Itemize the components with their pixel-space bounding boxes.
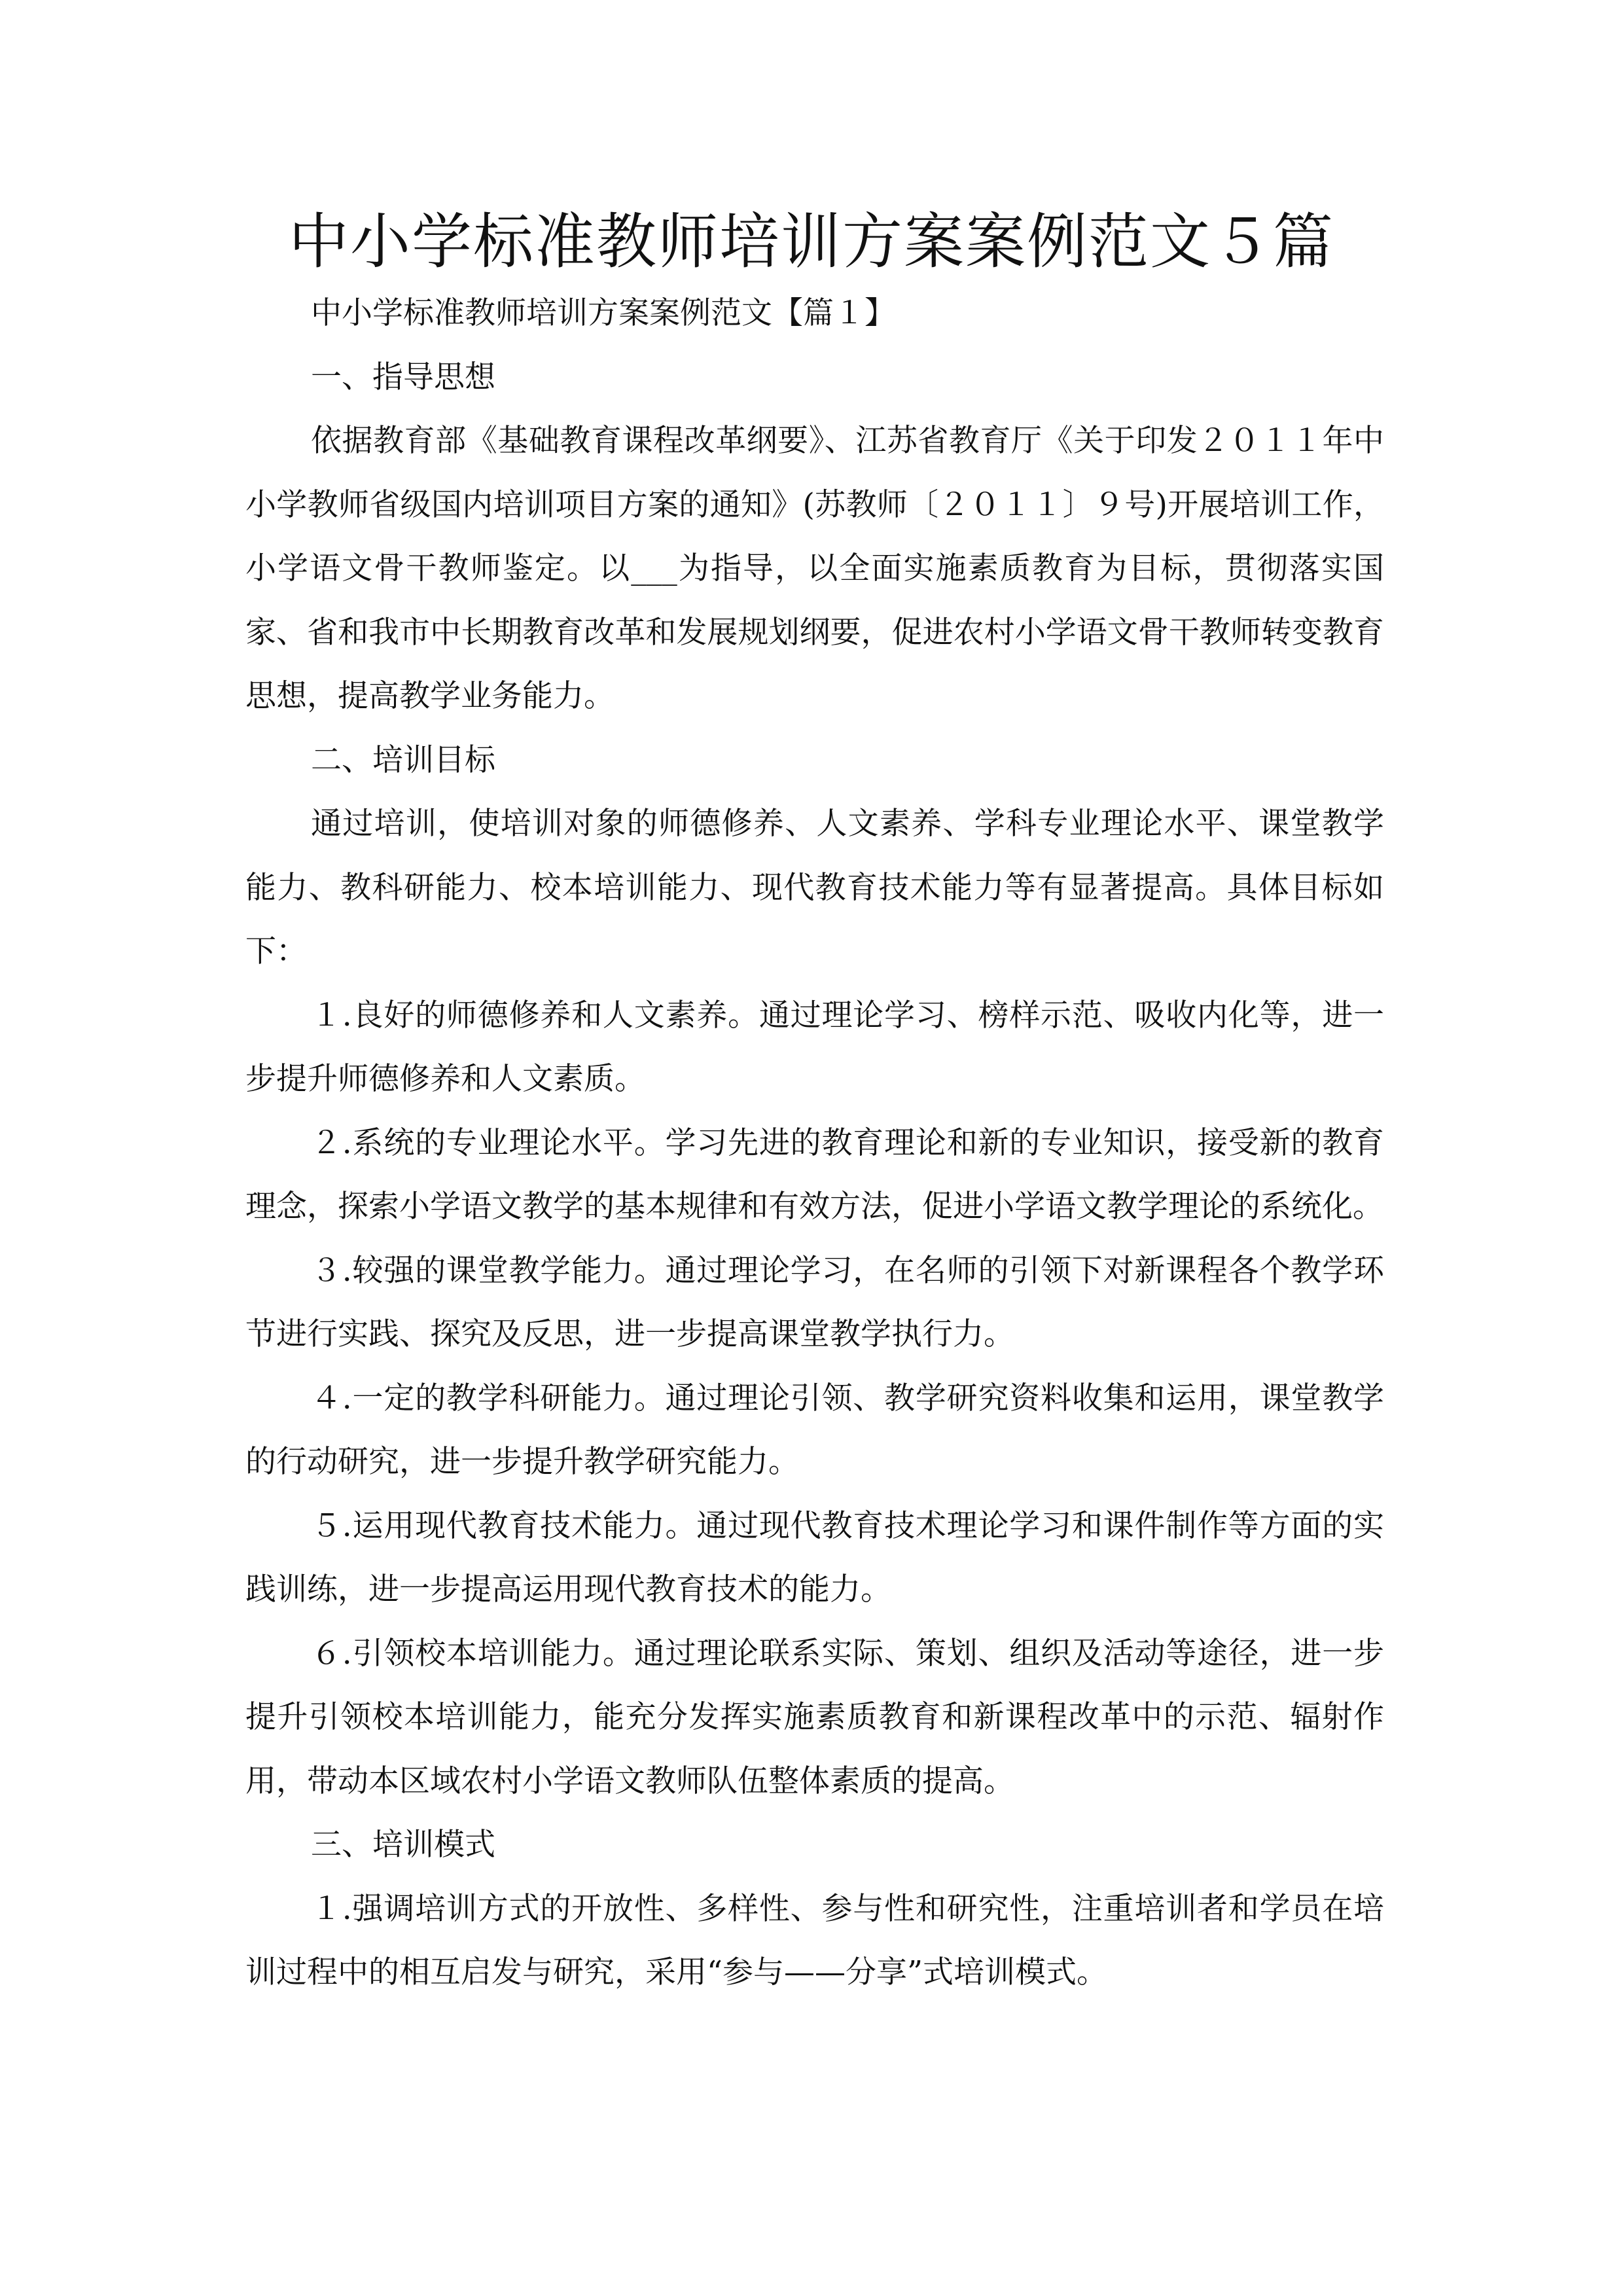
subtitle-paragraph: 中小学标准教师培训方案案例范文【篇１】 [311,295,895,331]
paragraph-goal-1: １.良好的师德修养和人文素养。通过理论学习、榜样示范、吸收内化等，进一步提升师德修养和人文素质。 [245,997,1384,1097]
paragraph-training-goals-intro: 通过培训，使培训对象的师德修养、人文素养、学科专业理论水平、课堂教学能力、教科研能力、校本培训能力、现代教育技术能力等有显著提高。具体目标如下： [245,806,1384,969]
section-heading-training-mode: 三、培训模式 [311,1827,495,1863]
paragraph-guiding-thought: 依据教育部《基础教育课程改革纲要》、江苏省教育厅《关于印发２０１１年中小学教师省级国内培训项目方案的通知》(苏教师〔２０１１〕９号)开展培训工作，小学语文骨干教师鉴定。以___为指导，以全面实施素质教育为目标，贯彻落实国家、省和我市中长期教育改革和发展规划纲要，促进农村小学语文骨干教师转变教育思想，提高教学业务能力。 [245,423,1384,714]
paragraph-goal-2: ２.系统的专业理论水平。学习先进的教育理论和新的专业知识，接受新的教育理念，探索小学语文教学的基本规律和有效方法，促进小学语文教学理论的系统化。 [245,1124,1384,1225]
paragraph-goal-4: ４.一定的教学科研能力。通过理论引领、教学研究资料收集和运用，课堂教学的行动研究，进一步提升教学研究能力。 [245,1380,1384,1480]
paragraph-mode-1: １.强调培训方式的开放性、多样性、参与性和研究性，注重培训者和学员在培训过程中的相互启发与研究，采用“参与——分享”式培训模式。 [245,1890,1384,1990]
paragraph-goal-6: ６.引领校本培训能力。通过理论联系实际、策划、组织及活动等途径，进一步提升引领校本培训能力，能充分发挥实施素质教育和新课程改革中的示范、辐射作用，带动本区域农村小学语文教师队伍整体素质的提高。 [245,1635,1384,1799]
section-heading-training-goals: 二、培训目标 [311,742,495,778]
document-title: 中小学标准教师培训方案案例范文５篇 [288,207,1334,277]
paragraph-goal-3: ３.较强的课堂教学能力。通过理论学习，在名师的引领下对新课程各个教学环节进行实践、探究及反思，进一步提高课堂教学执行力。 [245,1252,1384,1352]
document-body [245,281,1384,2005]
paragraph-goal-5: ５.运用现代教育技术能力。通过现代教育技术理论学习和课件制作等方面的实践训练，进一步提高运用现代教育技术的能力。 [245,1507,1384,1607]
section-heading-guiding-thought: 一、指导思想 [311,359,495,395]
